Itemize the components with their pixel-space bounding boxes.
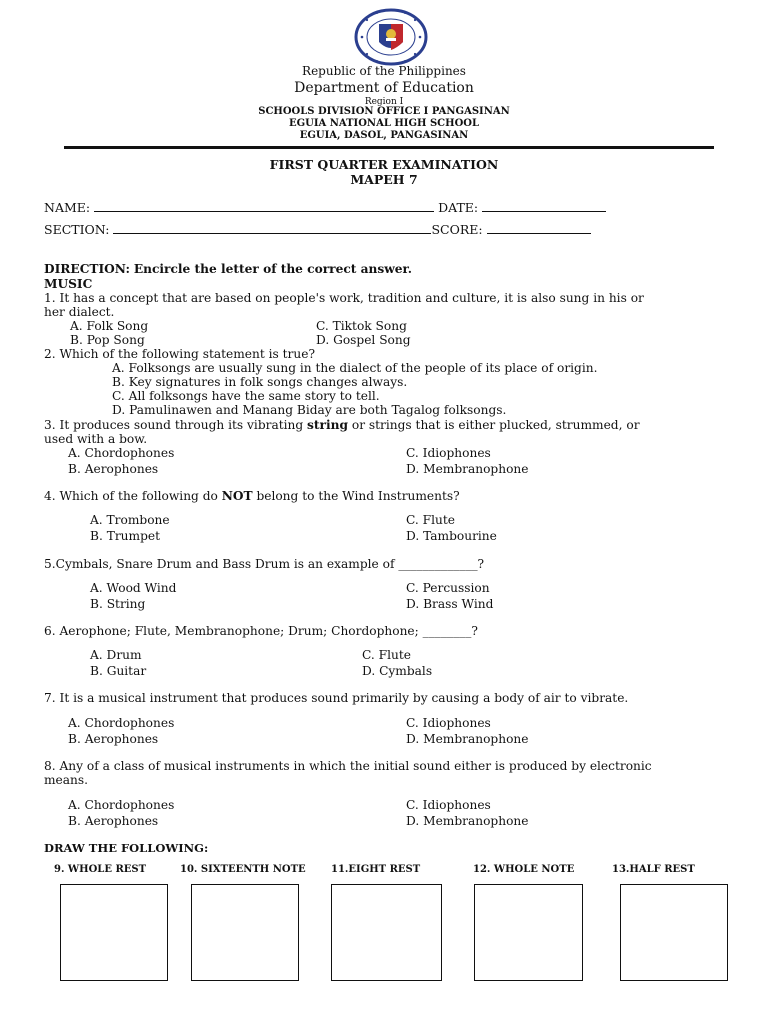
section-blank[interactable] xyxy=(113,223,431,234)
q5-stem: 5.Cymbals, Snare Drum and Bass Drum is an example of _____________? xyxy=(44,557,485,571)
score-label: SCORE: xyxy=(431,222,483,237)
direction-label: DIRECTION: xyxy=(44,262,130,276)
name-field[interactable] xyxy=(44,200,606,215)
q3-stem-bold: string xyxy=(307,418,348,432)
draw-label-whole-note: 12. WHOLE NOTE xyxy=(473,864,575,875)
q3-option-d[interactable]: D. Membranophone xyxy=(406,462,529,476)
q1-option-c[interactable]: C. Tiktok Song xyxy=(316,319,407,333)
q2-stem: 2. Which of the following statement is true? xyxy=(44,347,315,361)
q7-stem: 7. It is a musical instrument that produces sound primarily by causing a body of air to vibrate. xyxy=(44,691,629,705)
draw-label-eight-rest: 11.EIGHT REST xyxy=(331,864,421,875)
q4-option-b[interactable]: B. Trumpet xyxy=(90,529,160,543)
q4-stem-bold: NOT xyxy=(221,489,253,503)
q8-option-a[interactable]: A. Chordophones xyxy=(68,798,175,812)
q3-stem-pre: 3. It produces sound through its vibrating xyxy=(44,418,304,432)
q1-stem-line2: her dialect. xyxy=(44,305,115,319)
q8-option-c[interactable]: C. Idiophones xyxy=(406,798,491,812)
header-divider xyxy=(64,146,714,149)
deped-seal-logo xyxy=(353,8,429,66)
q6-option-c[interactable]: C. Flute xyxy=(362,648,411,662)
q3-option-c[interactable]: C. Idiophones xyxy=(406,446,491,460)
q8-stem-line2: means. xyxy=(44,773,89,787)
draw-label-whole-rest: 9. WHOLE REST xyxy=(54,864,147,875)
division-label: SCHOOLS DIVISION OFFICE I PANGASINAN xyxy=(258,106,510,117)
draw-box-whole-note[interactable] xyxy=(474,884,583,981)
q5-option-b[interactable]: B. String xyxy=(90,597,146,611)
address-label: EGUIA, DASOL, PANGASINAN xyxy=(299,130,469,141)
q3-stem-line2: used with a bow. xyxy=(44,432,148,446)
q6-option-a[interactable]: A. Drum xyxy=(90,648,142,662)
exam-title: FIRST QUARTER EXAMINATION xyxy=(269,157,499,172)
q8-option-d[interactable]: D. Membranophone xyxy=(406,814,529,828)
q2-option-d[interactable]: D. Pamulinawen and Manang Biday are both Tagalog folksongs. xyxy=(112,403,507,417)
q6-option-d[interactable]: D. Cymbals xyxy=(362,664,433,678)
republic-label: Republic of the Philippines xyxy=(302,64,466,78)
name-blank[interactable] xyxy=(94,201,434,212)
draw-label-half-rest: 13.HALF REST xyxy=(612,864,695,875)
q7-option-a[interactable]: A. Chordophones xyxy=(68,716,175,730)
q4-stem xyxy=(44,489,460,503)
q4-option-d[interactable]: D. Tambourine xyxy=(406,529,497,543)
exam-subject: MAPEH 7 xyxy=(350,172,418,187)
draw-box-sixteenth-note[interactable] xyxy=(191,884,299,981)
q4-stem-pre: 4. Which of the following do xyxy=(44,489,218,503)
direction-text: Encircle the letter of the correct answer. xyxy=(133,262,413,276)
q6-stem: 6. Aerophone; Flute, Membranophone; Drum; Chordophone; ________? xyxy=(44,624,478,638)
q7-option-c[interactable]: C. Idiophones xyxy=(406,716,491,730)
draw-label-sixteenth-note: 10. SIXTEENTH NOTE xyxy=(180,864,306,875)
q4-option-a[interactable]: A. Trombone xyxy=(90,513,170,527)
q2-option-c[interactable]: C. All folksongs have the same story to tell. xyxy=(112,389,380,403)
q6-option-b[interactable]: B. Guitar xyxy=(90,664,147,678)
q2-option-a[interactable]: A. Folksongs are usually sung in the dialect of the people of its place of origin. xyxy=(112,361,598,375)
q3-stem-line1 xyxy=(44,418,640,432)
q1-option-b[interactable]: B. Pop Song xyxy=(70,333,145,347)
q2-option-b[interactable]: B. Key signatures in folk songs changes always. xyxy=(112,375,408,389)
q1-option-d[interactable]: D. Gospel Song xyxy=(316,333,411,347)
section-field[interactable] xyxy=(44,222,591,237)
draw-box-half-rest[interactable] xyxy=(620,884,728,981)
q4-option-c[interactable]: C. Flute xyxy=(406,513,455,527)
direction xyxy=(44,262,412,276)
q5-option-a[interactable]: A. Wood Wind xyxy=(90,581,177,595)
q7-option-b[interactable]: B. Aerophones xyxy=(68,732,159,746)
q1-stem-line1: 1. It has a concept that are based on people's work, tradition and culture, it is also sung in his or xyxy=(44,291,644,305)
music-section-label: MUSIC xyxy=(44,277,93,291)
draw-box-eight-rest[interactable] xyxy=(331,884,442,981)
region-label: Region I xyxy=(364,97,404,107)
q4-stem-post: belong to the Wind Instruments? xyxy=(256,489,460,503)
draw-box-whole-rest[interactable] xyxy=(60,884,168,981)
score-blank[interactable] xyxy=(487,223,591,234)
draw-heading: DRAW THE FOLLOWING: xyxy=(44,841,209,855)
q3-stem-post: or strings that is either plucked, strummed, or xyxy=(351,418,640,432)
school-label: EGUIA NATIONAL HIGH SCHOOL xyxy=(288,118,480,129)
name-label: NAME: xyxy=(44,200,91,215)
q8-option-b[interactable]: B. Aerophones xyxy=(68,814,159,828)
department-label: Department of Education xyxy=(294,80,474,96)
q8-stem-line1: 8. Any of a class of musical instruments in which the initial sound either is produced by electronic xyxy=(44,759,652,773)
section-label: SECTION: xyxy=(44,222,110,237)
q3-option-b[interactable]: B. Aerophones xyxy=(68,462,159,476)
q3-option-a[interactable]: A. Chordophones xyxy=(68,446,175,460)
date-blank[interactable] xyxy=(482,201,606,212)
q5-option-c[interactable]: C. Percussion xyxy=(406,581,490,595)
q5-option-d[interactable]: D. Brass Wind xyxy=(406,597,494,611)
date-label: DATE: xyxy=(438,200,479,215)
q7-option-d[interactable]: D. Membranophone xyxy=(406,732,529,746)
q1-option-a[interactable]: A. Folk Song xyxy=(70,319,149,333)
